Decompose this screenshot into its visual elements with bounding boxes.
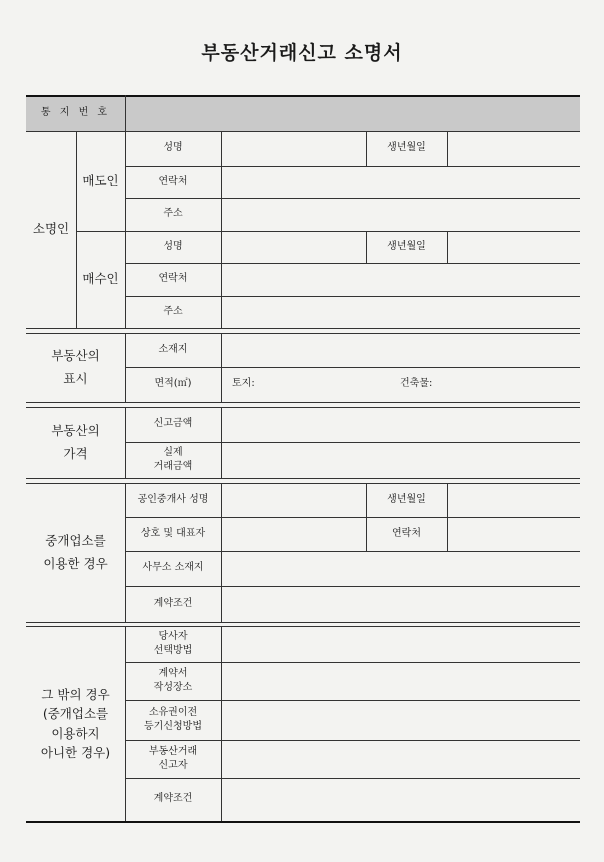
buyer-name-label: 성명 bbox=[163, 240, 183, 252]
office-location-label: 사무소 소재지 bbox=[142, 562, 204, 574]
rule bbox=[26, 328, 580, 329]
rule bbox=[26, 622, 580, 623]
seller-address-label: 주소 bbox=[163, 208, 183, 220]
buyer-address-field[interactable] bbox=[222, 296, 580, 328]
buyer-birth-label: 생년월일 bbox=[387, 240, 426, 252]
parties-section-label: 소명인 bbox=[32, 221, 70, 237]
transaction-reporter-label: 부동산거래 신고자 bbox=[148, 745, 198, 771]
seller-birth-label: 생년월일 bbox=[387, 142, 426, 154]
notice-number-label: 통 지 번 호 bbox=[40, 106, 111, 118]
rule bbox=[26, 402, 580, 403]
agent-name-label: 공인중개사 성명 bbox=[137, 493, 209, 505]
form-title: 부동산거래신고 소명서 bbox=[201, 42, 403, 64]
property-area-label: 면적(㎡) bbox=[154, 378, 192, 390]
agent-name-field[interactable] bbox=[222, 483, 366, 517]
property-location-field[interactable] bbox=[222, 333, 580, 367]
broker-terms-field[interactable] bbox=[222, 586, 580, 622]
office-location-field[interactable] bbox=[222, 551, 580, 586]
bottom-rule bbox=[26, 821, 580, 823]
broker-section-label: 중개업소를 이용한 경우 bbox=[43, 533, 108, 571]
seller-address-field[interactable] bbox=[222, 198, 580, 231]
agent-birth-label: 생년월일 bbox=[387, 493, 426, 505]
buyer-contact-label: 연락처 bbox=[158, 273, 188, 285]
property-location-label: 소재지 bbox=[158, 343, 188, 355]
reported-price-field[interactable] bbox=[222, 407, 580, 442]
firm-contact-field[interactable] bbox=[448, 517, 580, 551]
actual-price-label: 실제 거래금액 bbox=[153, 446, 193, 472]
rule bbox=[26, 478, 580, 479]
firm-contact-label: 연락처 bbox=[392, 527, 421, 539]
party-selection-field[interactable] bbox=[222, 626, 580, 662]
registration-method-label: 소유권이전 등기신청방법 bbox=[144, 706, 202, 732]
contract-place-field[interactable] bbox=[222, 662, 580, 700]
buyer-birth-field[interactable] bbox=[448, 231, 580, 263]
seller-name-label: 성명 bbox=[163, 142, 183, 154]
rule bbox=[125, 95, 126, 131]
firm-label: 상호 및 대표자 bbox=[140, 527, 206, 539]
price-section-label: 부동산의 가격 bbox=[51, 423, 100, 461]
transaction-reporter-field[interactable] bbox=[222, 740, 580, 778]
buyer-name-field[interactable] bbox=[222, 231, 366, 263]
agent-birth-field[interactable] bbox=[448, 483, 580, 517]
building-area-label: 건축물: bbox=[400, 378, 433, 390]
top-rule bbox=[26, 95, 580, 97]
seller-birth-field[interactable] bbox=[448, 131, 580, 166]
notice-number-value[interactable] bbox=[126, 95, 580, 131]
seller-label: 매도인 bbox=[82, 172, 119, 188]
firm-field[interactable] bbox=[222, 517, 366, 551]
contract-place-label: 계약서 작성장소 bbox=[153, 667, 193, 693]
reported-price-label: 신고금액 bbox=[153, 418, 193, 430]
seller-name-field[interactable] bbox=[222, 131, 366, 166]
buyer-address-label: 주소 bbox=[163, 305, 183, 317]
other-section-label: 그 밖의 경우 (중개업소를 이용하지 아니한 경우) bbox=[40, 686, 111, 760]
property-section-label: 부동산의 표시 bbox=[51, 348, 100, 386]
broker-terms-label: 계약조건 bbox=[153, 597, 193, 609]
actual-price-field[interactable] bbox=[222, 442, 580, 478]
seller-contact-field[interactable] bbox=[222, 166, 580, 198]
seller-contact-label: 연락처 bbox=[158, 175, 188, 187]
other-terms-field[interactable] bbox=[222, 778, 580, 821]
land-area-label: 토지: bbox=[232, 378, 255, 390]
other-terms-label: 계약조건 bbox=[153, 793, 193, 805]
party-selection-label: 당사자 선택방법 bbox=[153, 630, 193, 656]
registration-method-field[interactable] bbox=[222, 700, 580, 740]
buyer-label: 매수인 bbox=[82, 271, 119, 287]
buyer-contact-field[interactable] bbox=[222, 263, 580, 296]
